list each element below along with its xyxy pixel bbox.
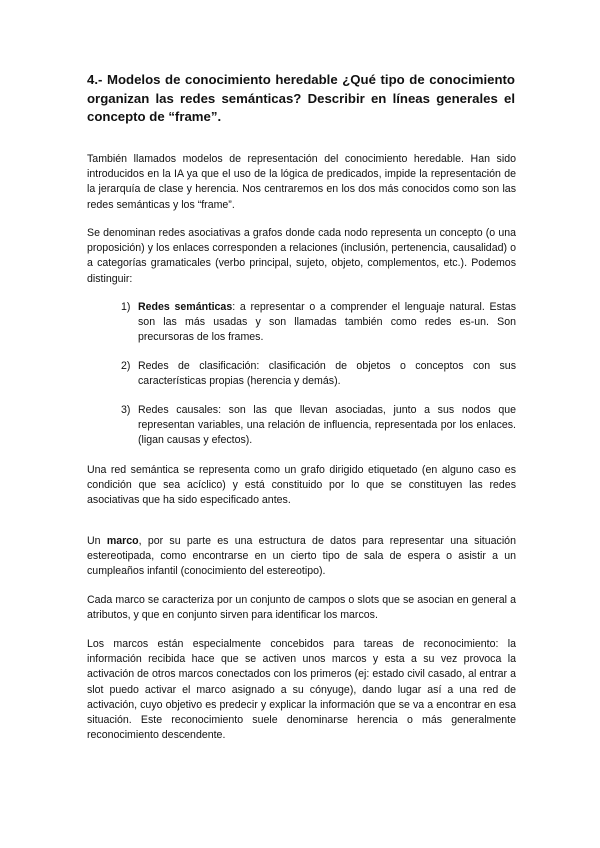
list-item-redes-causales [121, 403, 516, 449]
redes-definition-paragraph: Se denominan redes asociativas a grafos donde cada nodo representa un concepto (o una proposición) y los enlaces corresponden a relaciones (inclusión, pertenencia, causalidad) o a categorías gramaticales (verbo principal, sujeto, objeto, complementos, etc.). Podemos distinguir: [87, 227, 516, 285]
intro-paragraph: También llamados modelos de representación del conocimiento heredable. Han sido introducidos en la IA ya que el uso de la lógica de predicados, impide la representación de la jerarquía de clase y herencia. Nos centraremos en los dos más conocidos como son las redes semánticas y los “frame”. [87, 153, 516, 211]
list-item-redes-clasificacion [121, 359, 516, 389]
marco-post-text: , por su parte es una estructura de datos para representar una situación estereotipada, como encontrarse en un cierto tipo de sala de espera o asistir a un cumpleaños infantil (conocimiento del estereotipo). [87, 535, 516, 578]
section-heading: 4.- Modelos de conocimiento heredable ¿Qué tipo de conocimiento organizan las redes semánticas? Describir en líneas generales el concepto de “frame”. [87, 72, 515, 124]
red-semantica-paragraph: Una red semántica se representa como un grafo dirigido etiquetado (en alguno caso es condición que sea acíclico) y está constituido por lo que se constituyen las redes asociativas que ha sido especificado antes. [87, 464, 516, 507]
list-item-bold-term: Redes semánticas [138, 301, 233, 313]
list-item-text: Redes causales: son las que llevan asociadas, junto a sus nodos que representan variables, una relación de influencia, representada por los enlaces. (ligan causas y efectos). [138, 404, 516, 447]
list-item-redes-semanticas [121, 300, 516, 346]
list-item-text: Redes de clasificación: clasificación de objetos o conceptos con sus características propias (herencia y demás). [138, 360, 516, 388]
cada-marco-paragraph: Cada marco se caracteriza por un conjunto de campos o slots que se asocian en general a atributos, y que en conjunto sirven para identificar los marcos. [87, 594, 516, 622]
marco-bold-term: marco [106, 535, 139, 547]
list-number: 3) [121, 404, 131, 416]
marco-pre-text: Un [87, 535, 107, 547]
marco-paragraph [87, 534, 516, 580]
reconocimiento-paragraph: Los marcos están especialmente concebidos para tareas de reconocimiento: la información recibida hace que se activen unos marcos y esta a su vez provoca la activación de otros marcos conectados con los primeros (ej: estado civil casado, al entrar a slot puedo activar el marco asignado a su cónyuge), dando lugar así a una red de activación, cuyo objetivo es predecir y explicar la información que se va a encontrar en esa situación. Este reconocimiento suele denominarse herencia o más generalmente reconocimiento descendente. [87, 638, 516, 742]
list-number: 2) [121, 360, 131, 372]
list-number: 1) [121, 301, 131, 313]
list-item-text: : a representar o a comprender el lenguaje natural. Estas son las más usadas y son llamadas también como redes es-un. Son precursoras de los frames. [138, 301, 516, 344]
